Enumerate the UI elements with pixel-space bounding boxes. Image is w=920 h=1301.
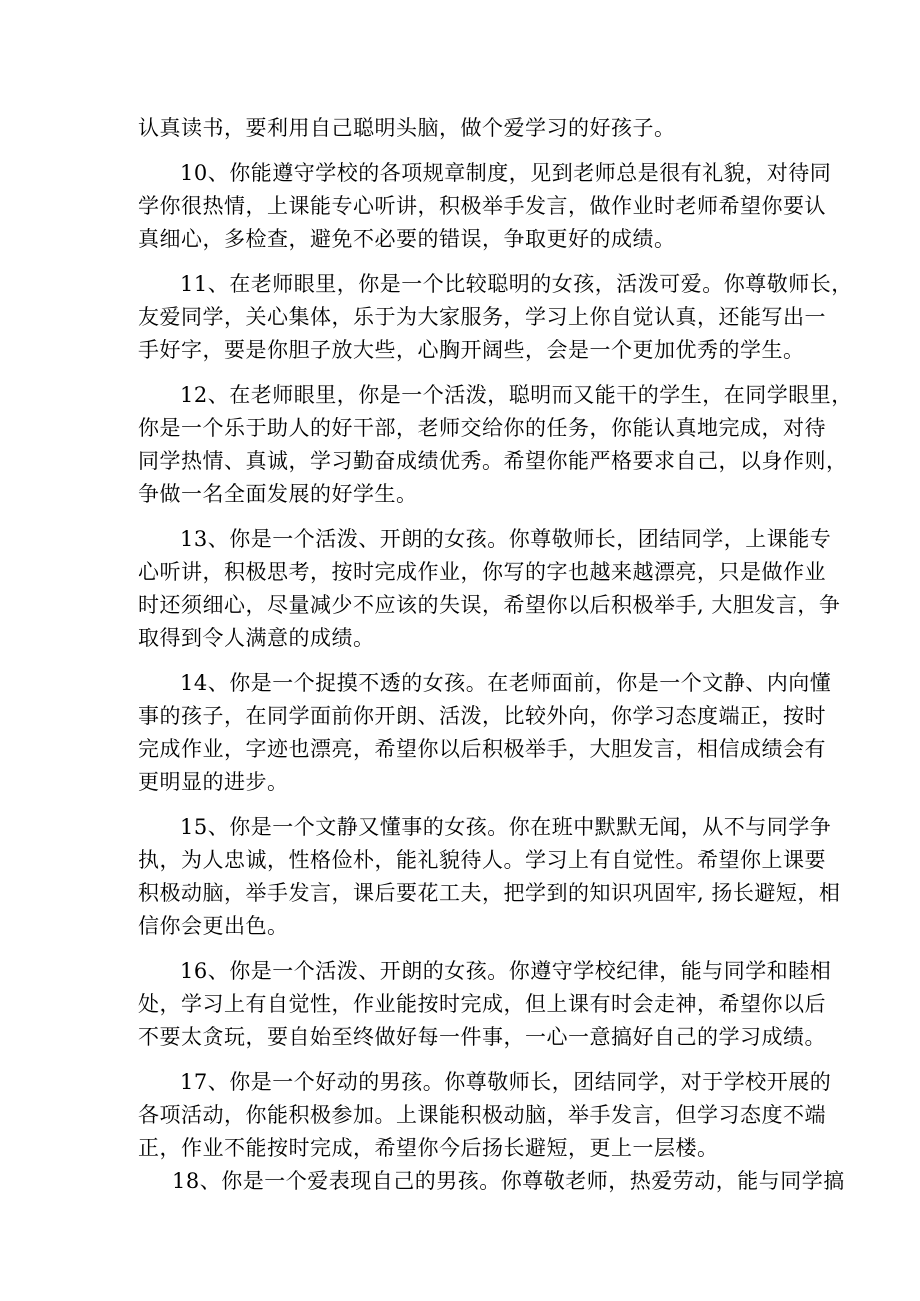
text-line: 积极动脑，举手发言，课后要花工夫，把学到的知识巩固牢, 扬长避短，相 [138,881,841,905]
text-line: 正，作业不能按时完成，希望你今后扬长避短，更上一层楼。 [138,1136,719,1160]
text-line: 执，为人忠诚，性格俭朴，能礼貌待人。学习上有自觉性。希望你上课要 [138,848,826,872]
text-line: 争做一名全面发展的好学生。 [138,482,418,506]
paragraph-10-line-1: 10、你能遵守学校的各项规章制度，见到老师总是很有礼貌，对待同 [180,161,832,185]
text-line: 各项活动，你能积极参加。上课能积极动脑，举手发言，但学习态度不端 [138,1103,826,1127]
paragraph-16-line-1: 16、你是一个活泼、开朗的女孩。你遵守学校纪律，能与同学和睦相 [180,959,832,983]
text-line: 心听讲，积极思考，按时完成作业，你写的字也越来越漂亮，只是做作业 [138,560,826,584]
paragraph-11-line-1: 11、在老师眼里，你是一个比较聪明的女孩，活泼可爱。你尊敬师长， [180,272,853,296]
paragraph-14-line-1: 14、你是一个捉摸不透的女孩。在老师面前，你是一个文静、内向懂 [180,671,832,695]
text-line: 友爱同学，关心集体，乐于为大家服务，学习上你自觉认真，还能写出一 [138,305,826,329]
text-line: 学你很热情，上课能专心听讲，积极举手发言，做作业时老师希望你要认 [138,194,826,218]
text-line: 同学热情、真诚，学习勤奋成绩优秀。希望你能严格要求自己，以身作则， [138,449,848,473]
text-line: 取得到令人满意的成绩。 [138,626,375,650]
paragraph-12-line-1: 12、在老师眼里，你是一个活泼，聪明而又能干的学生，在同学眼里， [180,383,853,407]
text-line: 处，学习上有自觉性，作业能按时完成，但上课有时会走神，希望你以后 [138,992,826,1016]
text-line: 真细心，多检查，避免不必要的错误，争取更好的成绩。 [138,227,676,251]
text-line: 你是一个乐于助人的好干部，老师交给你的任务，你能认真地完成，对待 [138,416,826,440]
text-line: 更明显的进步。 [138,770,289,794]
paragraph-17-line-1: 17、你是一个好动的男孩。你尊敬师长，团结同学，对于学校开展的 [180,1070,832,1094]
text-line: 事的孩子，在同学面前你开朗、活泼，比较外向，你学习态度端正，按时 [138,704,826,728]
paragraph-13-line-1: 13、你是一个活泼、开朗的女孩。你尊敬师长，团结同学，上课能专 [180,527,832,551]
text-line: 完成作业，字迹也漂亮，希望你以后积极举手，大胆发言，相信成绩会有 [138,737,826,761]
text-line: 时还须细心，尽量减少不应该的失误，希望你以后积极举手, 大胆发言，争 [138,593,841,617]
paragraph-15-line-1: 15、你是一个文静又懂事的女孩。你在班中默默无闻，从不与同学争 [180,815,832,839]
paragraph-18-line-1: 18、你是一个爱表现自己的男孩。你尊敬老师，热爱劳动，能与同学搞 [172,1169,845,1193]
text-line: 信你会更出色。 [138,914,289,938]
text-line: 手好字，要是你胆子放大些，心胸开阔些，会是一个更加优秀的学生。 [138,338,805,362]
text-line: 不要太贪玩，要自始至终做好每一件事，一心一意搞好自己的学习成绩。 [138,1025,826,1049]
text-line: 认真读书，要利用自己聪明头脑，做个爱学习的好孩子。 [138,116,676,140]
